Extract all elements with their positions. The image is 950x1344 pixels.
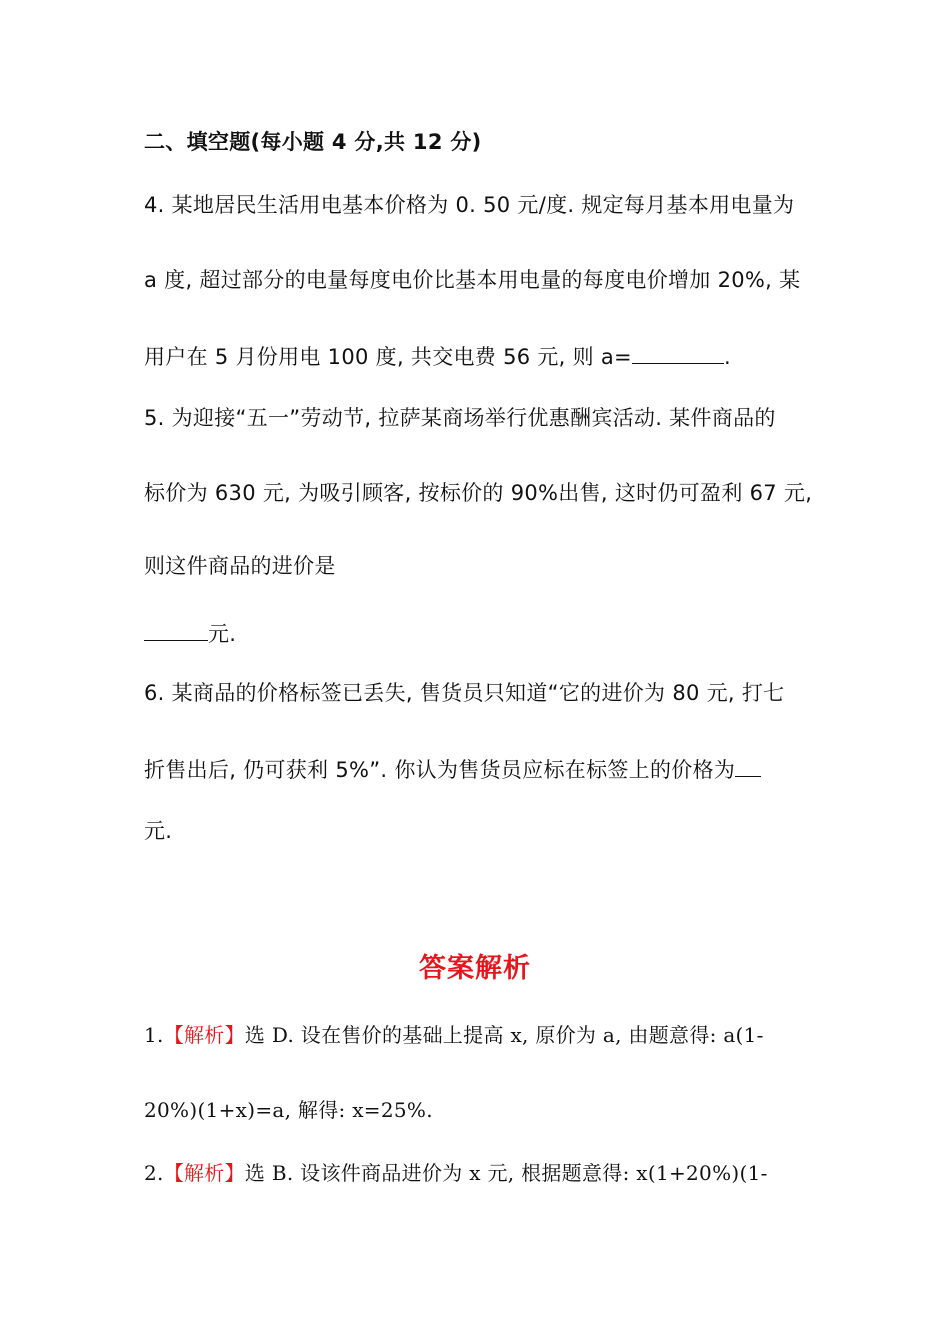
q4-line-3-end: . xyxy=(723,345,731,369)
answer-1-line-1 xyxy=(144,1021,764,1049)
q6-line-1: 6. 某商品的价格标签已丢失, 售货员只知道“它的进价为 80 元, 打七 xyxy=(144,681,785,705)
q5-answer-blank xyxy=(144,618,208,641)
q6-answer-blank xyxy=(735,754,761,777)
answer-1-text: 选 D. 设在售价的基础上提高 x, 原价为 a, 由题意得: a(1- xyxy=(244,1023,764,1047)
answer-2-number: 2. xyxy=(144,1161,164,1185)
q4-line-3-text: 用户在 5 月份用电 100 度, 共交电费 56 元, 则 a= xyxy=(144,345,632,369)
q4-line-3 xyxy=(144,341,731,371)
q5-line-3: 则这件商品的进价是 xyxy=(144,554,336,578)
answer-2-tag: 【解析】 xyxy=(163,1161,245,1185)
q6-line-2 xyxy=(144,754,761,784)
answer-1-number: 1. xyxy=(144,1023,164,1047)
q5-line-4-text: 元. xyxy=(208,622,237,646)
answer-1-tag: 【解析】 xyxy=(163,1023,245,1047)
q4-line-1: 4. 某地居民生活用电基本价格为 0. 50 元/度. 规定每月基本用电量为 xyxy=(144,193,795,217)
q6-line-3: 元. xyxy=(144,819,173,843)
q5-line-4 xyxy=(144,618,236,648)
answers-title: 答案解析 xyxy=(419,953,531,984)
answer-2-text: 选 B. 设该件商品进价为 x 元, 根据题意得: x(1+20%)(1- xyxy=(244,1161,768,1185)
q6-line-2-text: 折售出后, 仍可获利 5%”. 你认为售货员应标在标签上的价格为 xyxy=(144,758,736,782)
q4-line-2: a 度, 超过部分的电量每度电价比基本用电量的每度电价增加 20%, 某 xyxy=(144,268,801,292)
answer-2-line-1 xyxy=(144,1159,768,1187)
section-title: 二、填空题(每小题 4 分,共 12 分) xyxy=(144,130,482,154)
q5-line-2: 标价为 630 元, 为吸引顾客, 按标价的 90%出售, 这时仍可盈利 67 元, xyxy=(144,481,813,505)
answer-1-line-2: 20%)(1+x)=a, 解得: x=25%. xyxy=(144,1098,433,1122)
q4-answer-blank xyxy=(632,341,724,364)
q5-line-1: 5. 为迎接“五一”劳动节, 拉萨某商场举行优惠酬宾活动. 某件商品的 xyxy=(144,406,776,430)
